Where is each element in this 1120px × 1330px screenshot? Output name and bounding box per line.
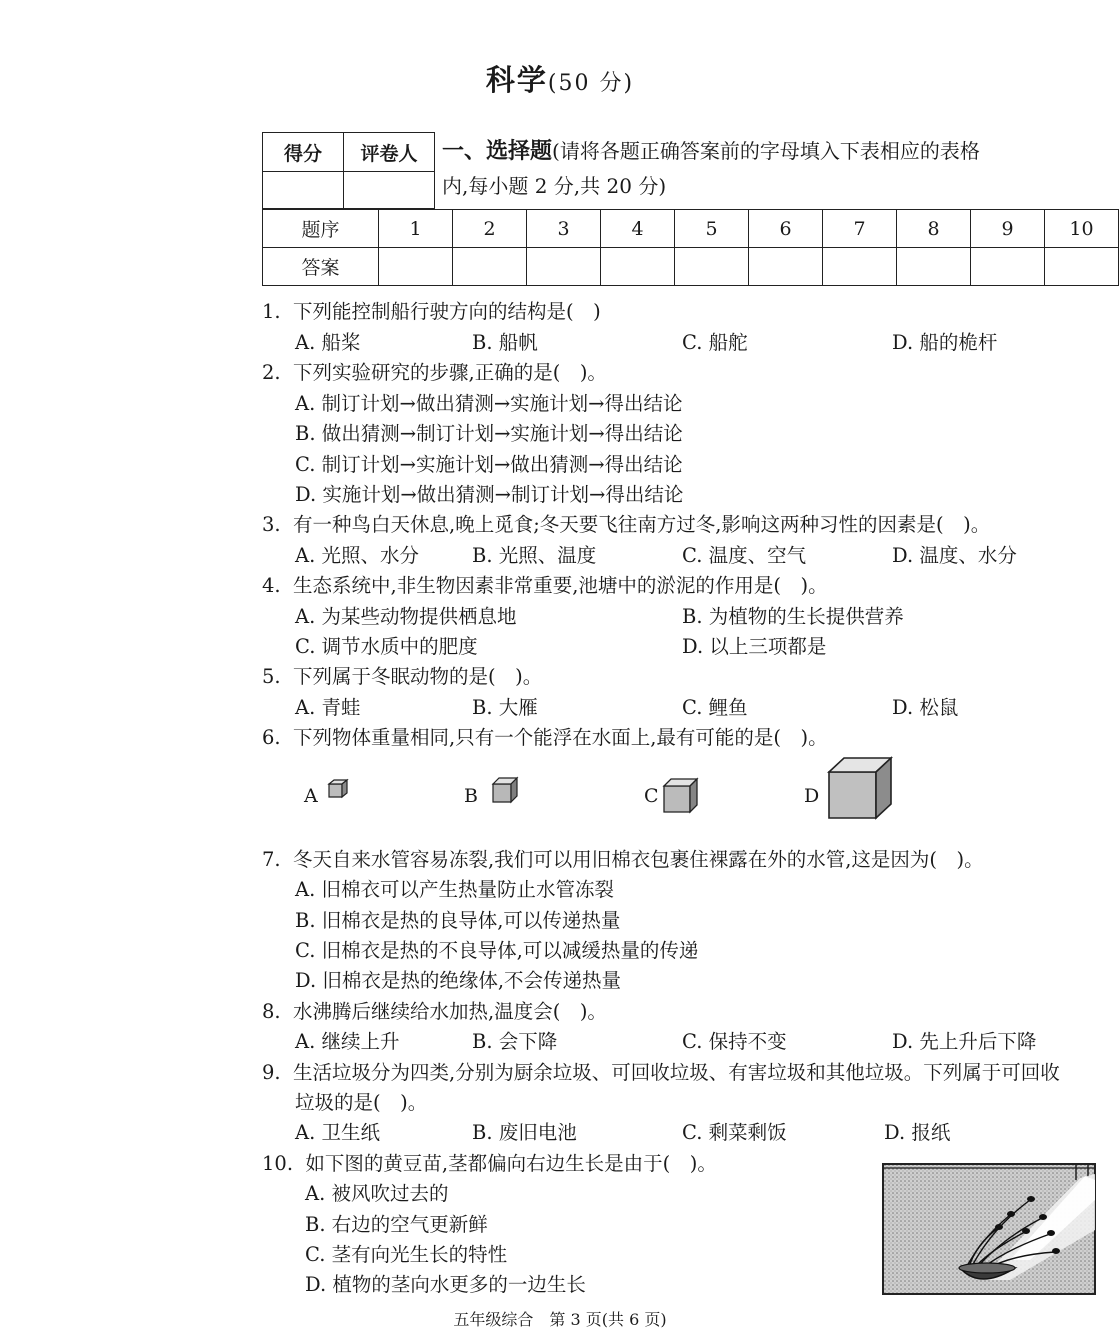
section-instruction-2: 内,每小题 2 分,共 20 分) xyxy=(442,174,667,198)
question-9 xyxy=(262,1057,1060,1085)
question-text-continued: 垃圾的是( )。 xyxy=(295,1091,428,1114)
cube-label-b: B xyxy=(464,785,478,807)
answer-cell[interactable] xyxy=(379,248,453,286)
option-d: D. 植物的茎向水更多的一边生长 xyxy=(305,1273,586,1296)
question-7 xyxy=(262,844,984,872)
option-a: A. 为某些动物提供栖息地 xyxy=(295,605,517,628)
option-c: C. 茎有向光生长的特性 xyxy=(305,1243,508,1266)
question-text: 有一种鸟白天休息,晚上觅食;冬天要飞往南方过冬,影响这两种习性的因素是( )。 xyxy=(293,513,991,536)
option-d: D. 旧棉衣是热的绝缘体,不会传递热量 xyxy=(295,969,622,992)
question-text: 冬天自来水管容易冻裂,我们可以用旧棉衣包裹住裸露在外的水管,这是因为( )。 xyxy=(293,848,984,871)
answer-cell[interactable] xyxy=(527,248,601,286)
question-number: 3. xyxy=(262,513,281,536)
question-number: 9. xyxy=(262,1061,281,1084)
page-footer: 五年级综合 第 3 页(共 6 页) xyxy=(453,1310,667,1329)
answer-cell[interactable] xyxy=(897,248,971,286)
grid-number: 7 xyxy=(823,210,897,248)
option-b: B. 废旧电池 xyxy=(472,1121,577,1144)
answer-cell[interactable] xyxy=(601,248,675,286)
question-10 xyxy=(262,1148,717,1176)
answer-cell[interactable] xyxy=(453,248,527,286)
option-c: C. 鲤鱼 xyxy=(682,696,748,719)
question-number: 8. xyxy=(262,1000,281,1023)
answer-cell[interactable] xyxy=(1045,248,1119,286)
question-number: 1. xyxy=(262,300,281,323)
sprout-box-illustration xyxy=(880,1160,1100,1298)
answer-grid-answer-row xyxy=(263,248,1119,286)
option-b: B. 做出猜测→制订计划→实施计划→得出结论 xyxy=(295,422,683,445)
question-text: 如下图的黄豆苗,茎都偏向右边生长是由于( )。 xyxy=(305,1152,717,1175)
option-b: B. 右边的空气更新鲜 xyxy=(305,1213,488,1236)
score-label: 得分 xyxy=(263,133,344,172)
grid-number: 4 xyxy=(601,210,675,248)
title-sub: (50 分) xyxy=(547,71,635,96)
option-d: D. 温度、水分 xyxy=(892,544,1017,567)
question-6 xyxy=(262,722,828,750)
question-number: 6. xyxy=(262,726,281,749)
cube-label-c: C xyxy=(644,785,659,807)
grader-label: 评卷人 xyxy=(344,133,435,172)
cube-label-a: A xyxy=(304,785,318,807)
option-c: C. 剩菜剩饭 xyxy=(682,1121,787,1144)
option-c: C. 调节水质中的肥度 xyxy=(295,635,478,658)
option-a: A. 旧棉衣可以产生热量防止水管冻裂 xyxy=(295,878,614,901)
grid-number: 10 xyxy=(1045,210,1119,248)
option-d: D. 松鼠 xyxy=(892,696,959,719)
question-8 xyxy=(262,996,607,1024)
option-d: D. 船的桅杆 xyxy=(892,331,998,354)
score-cell[interactable] xyxy=(263,172,344,209)
question-text: 下列能控制船行驶方向的结构是( ) xyxy=(293,300,601,323)
section-heading xyxy=(442,134,1110,204)
cube-c-icon xyxy=(660,776,700,814)
option-c: C. 保持不变 xyxy=(682,1030,787,1053)
option-b: B. 旧棉衣是热的良导体,可以传递热量 xyxy=(295,909,621,932)
question-3 xyxy=(262,509,990,537)
answer-cell[interactable] xyxy=(675,248,749,286)
question-text: 下列物体重量相同,只有一个能浮在水面上,最有可能的是( )。 xyxy=(293,726,828,749)
grader-cell[interactable] xyxy=(344,172,435,209)
option-c: C. 温度、空气 xyxy=(682,544,807,567)
question-number: 10. xyxy=(262,1152,294,1175)
grid-number: 3 xyxy=(527,210,601,248)
answer-cell[interactable] xyxy=(971,248,1045,286)
question-4 xyxy=(262,570,828,598)
option-c: C. 旧棉衣是热的不良导体,可以减缓热量的传递 xyxy=(295,939,699,962)
option-b: B. 为植物的生长提供营养 xyxy=(682,605,904,628)
grid-number: 6 xyxy=(749,210,823,248)
section-name: 一、选择题 xyxy=(442,138,553,164)
option-a: A. 船桨 xyxy=(295,331,361,354)
grid-row-label: 答案 xyxy=(263,248,379,286)
question-text: 下列实验研究的步骤,正确的是( )。 xyxy=(293,361,607,384)
option-d: D. 以上三项都是 xyxy=(682,635,827,658)
grid-number: 8 xyxy=(897,210,971,248)
option-c: C. 船舵 xyxy=(682,331,748,354)
option-b: B. 船帆 xyxy=(472,331,538,354)
section-instruction-1: (请将各题正确答案前的字母填入下表相应的表格 xyxy=(552,139,980,163)
grid-row-label: 题序 xyxy=(263,210,379,248)
option-a: A. 卫生纸 xyxy=(295,1121,380,1144)
question-text: 生活垃圾分为四类,分别为厨余垃圾、可回收垃圾、有害垃圾和其他垃圾。下列属于可回收 xyxy=(293,1061,1060,1084)
option-a: A. 光照、水分 xyxy=(295,544,419,567)
title-main: 科学 xyxy=(485,63,548,97)
grid-number: 9 xyxy=(971,210,1045,248)
answer-grid xyxy=(262,209,1119,286)
question-text: 生态系统中,非生物因素非常重要,池塘中的淤泥的作用是( )。 xyxy=(293,574,828,597)
page-title xyxy=(0,58,1120,99)
option-b: B. 光照、温度 xyxy=(472,544,597,567)
answer-cell[interactable] xyxy=(749,248,823,286)
grid-number: 1 xyxy=(379,210,453,248)
answer-cell[interactable] xyxy=(823,248,897,286)
option-d: D. 报纸 xyxy=(884,1121,951,1144)
question-text: 下列属于冬眠动物的是( )。 xyxy=(293,665,543,688)
question-5 xyxy=(262,661,542,689)
option-a: A. 制订计划→做出猜测→实施计划→得出结论 xyxy=(295,392,683,415)
option-a: A. 青蛙 xyxy=(295,696,361,719)
option-d: D. 先上升后下降 xyxy=(892,1030,1037,1053)
question-2 xyxy=(262,357,607,385)
question-number: 4. xyxy=(262,574,281,597)
score-box xyxy=(262,132,435,209)
option-b: B. 大雁 xyxy=(472,696,538,719)
question-number: 5. xyxy=(262,665,281,688)
option-c: C. 制订计划→实施计划→做出猜测→得出结论 xyxy=(295,453,683,476)
option-d: D. 实施计划→做出猜测→制订计划→得出结论 xyxy=(295,483,684,506)
option-a: A. 继续上升 xyxy=(295,1030,400,1053)
cube-label-d: D xyxy=(804,785,820,807)
option-a: A. 被风吹过去的 xyxy=(305,1182,449,1205)
grid-number: 2 xyxy=(453,210,527,248)
question-number: 2. xyxy=(262,361,281,384)
answer-grid-number-row xyxy=(263,210,1119,248)
question-number: 7. xyxy=(262,848,281,871)
grid-number: 5 xyxy=(675,210,749,248)
question-1 xyxy=(262,296,601,324)
cube-b-icon xyxy=(490,776,520,804)
question-text: 水沸腾后继续给水加热,温度会( )。 xyxy=(293,1000,607,1023)
option-b: B. 会下降 xyxy=(472,1030,558,1053)
cube-a-icon xyxy=(326,778,350,800)
cube-d-icon xyxy=(826,756,896,820)
